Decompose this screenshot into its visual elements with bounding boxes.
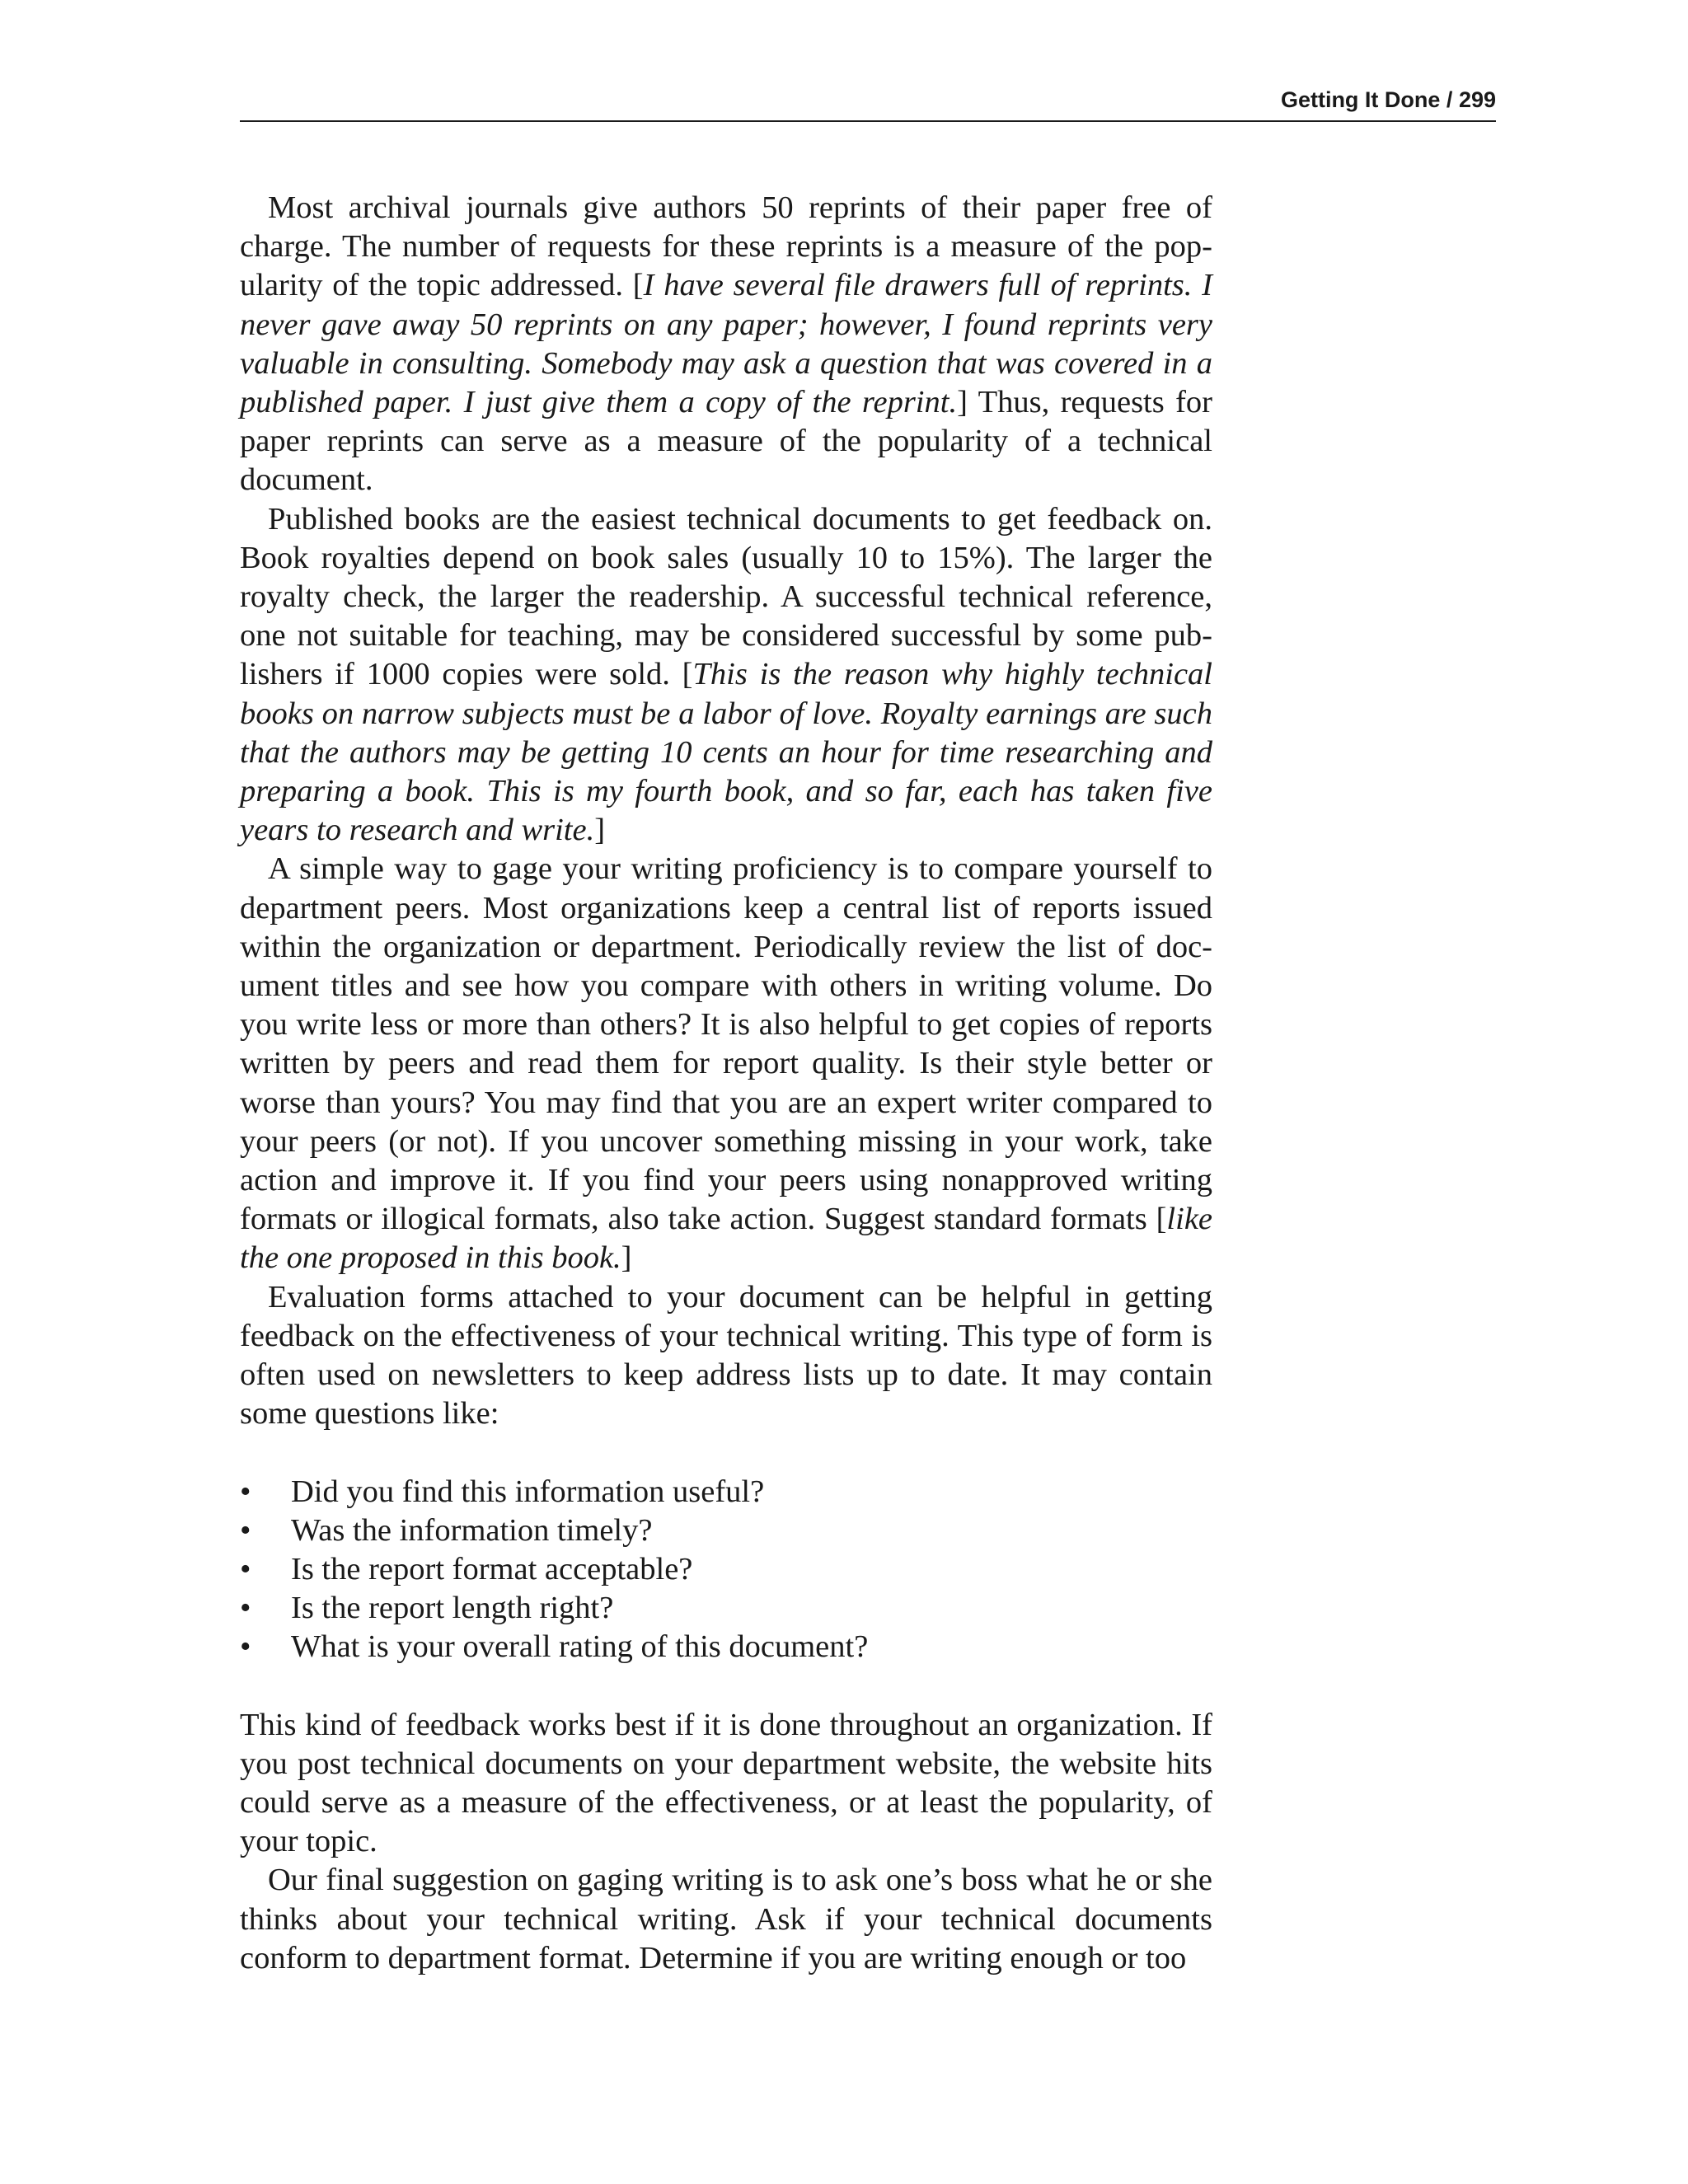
page-number: 299 [1458,87,1496,112]
list-item-text: What is your overall rating of this document? [291,1629,869,1665]
list-item-text: Is the report format acceptable? [291,1551,693,1586]
list-item [240,1473,1212,1511]
paragraph-evaluation-forms: Evaluation forms attached to your document can be helpful in getting feedback on the effectiveness of your technical writing. This type of form is often used on newsletters to keep address lists up to date. It may contain some questions like: [240,1279,1212,1432]
paragraph-text: Published books are the easiest technical documents to get feedback on. Book royalties depend on book sales (usually 10 to 15%). The larger the royalty check, the larger the readership. A successful technical reference, one not suitable for teaching, may be considered successful by some publishers if 1000 copies were sold. [ [240,501,1212,692]
list-item [240,1550,1212,1589]
paragraph-books [240,500,1212,851]
bullet-icon: • [240,1474,251,1509]
list-item-text: Was the information timely? [291,1512,653,1548]
bullet-icon: • [240,1551,251,1586]
list-item [240,1589,1212,1628]
list-item-text: Is the report length right? [291,1591,614,1626]
list-item [240,1511,1212,1550]
author-aside: I have several file drawers full of reprints. I never gave away 50 reprints on any paper; however, I found reprints very valuable in consulting. Somebody may ask a question that was covered in a published paper. I just give them a copy of the reprint. [240,268,1212,420]
paragraph-peers [240,850,1212,1277]
paragraph-text: ] [594,813,606,848]
header-title: Getting It Done [1280,87,1441,112]
question-list [240,1473,1212,1667]
author-aside: like the one proposed in this book. [240,1202,1212,1276]
list-item [240,1628,1212,1666]
list-item-text: Did you find this information useful? [291,1474,765,1509]
paragraph-feedback: This kind of feedback works best if it is done throughout an organization. If you post technical documents on your department website, the website hits could serve as a measure of the effectiveness, or at least the popularity, of your topic. [240,1707,1212,1859]
paragraph-text: ] [621,1240,632,1276]
paragraph-text: ] Thus, requests for paper reprints can serve as a measure of the popularity of a technical document. [240,385,1212,498]
bullet-icon: • [240,1512,251,1548]
bullet-icon: • [240,1591,251,1626]
running-header [240,87,1496,122]
page-body [240,189,1212,1978]
paragraph-text: Most archival journals give authors 50 reprints of their paper free of charge. The number of requests for these reprints is a measure of the popularity of the topic addressed. [ [240,190,1212,303]
paragraph-text: A simple way to gage your writing proficiency is to compare yourself to department peers. Most organizations keep a central list of reports issued within the organization or department. Periodically review the list of document titles and see how you compare with others in writing volume. Do you write less or more than others? It is also helpful to get copies of reports written by peers and read them for report quality. Is their style better or worse than yours? You may find that you are an expert writer compared to your peers (or not). If you uncover something missing in your work, take action and improve it. If you find your peers using nonapproved writing formats or illogical formats, also take action. Suggest standard formats [ [240,851,1212,1237]
bullet-icon: • [240,1629,251,1665]
paragraph-reprints [240,189,1212,500]
author-aside: This is the reason why highly technical books on narrow subjects must be a labor of love. Royalty earnings are such that the authors may be getting 10 cents an hour for time researching and preparing a book. This is my fourth book, and so far, each has taken five years to research and write. [240,657,1212,848]
header-separator: / [1440,87,1459,112]
paragraph-boss: Our final suggestion on gaging writing is to ask one’s boss what he or she thinks about your technical writing. Ask if your technical documents conform to department format. Determine if you are writing enough or too [240,1863,1212,1975]
